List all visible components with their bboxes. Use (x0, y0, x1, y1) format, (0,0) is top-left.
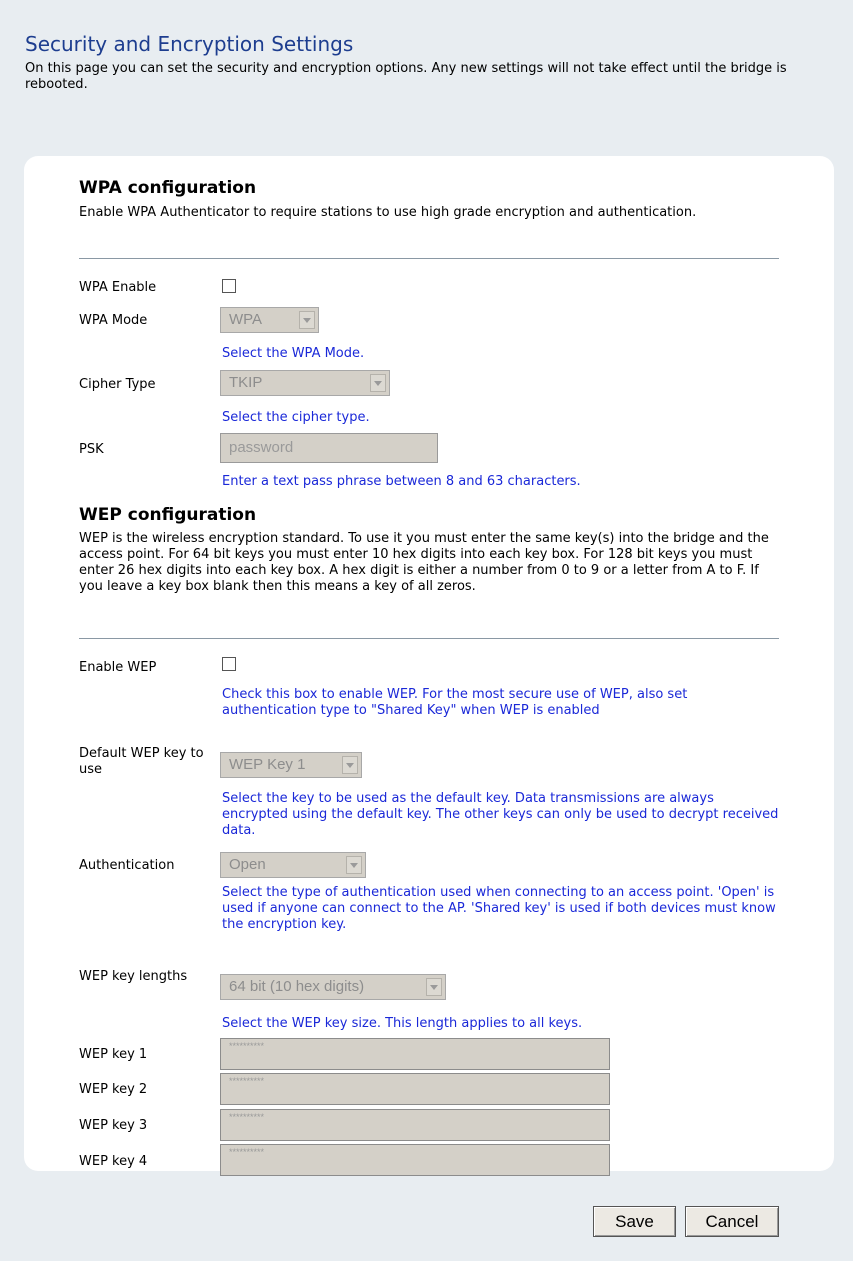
cipher-type-value: TKIP (229, 374, 263, 391)
chevron-down-icon (342, 756, 358, 774)
chevron-down-icon (426, 978, 442, 996)
wep-key-3-label: WEP key 3 (79, 1118, 148, 1133)
authentication-value: Open (229, 856, 266, 873)
chevron-down-icon (299, 311, 315, 329)
enable-wep-checkbox[interactable] (222, 657, 236, 671)
wpa-section-description: Enable WPA Authenticator to require stations to use high grade encryption and authentication. (79, 205, 697, 220)
wpa-mode-label: WPA Mode (79, 313, 148, 328)
psk-hint: Enter a text pass phrase between 8 and 63 characters. (222, 474, 581, 489)
wep-section-title: WEP configuration (79, 505, 257, 525)
psk-label: PSK (79, 442, 104, 457)
default-wep-key-label: Default WEP key to use (79, 746, 204, 777)
authentication-hint: Select the type of authentication used when connecting to an access point. 'Open' is used if anyone can connect to the AP. 'Shared key' is used if both devices must know the encryption key. (222, 885, 776, 932)
wpa-mode-hint: Select the WPA Mode. (222, 346, 365, 361)
enable-wep-hint: Check this box to enable WEP. For the most secure use of WEP, also set authentication type to "Shared Key" when WEP is enabled (222, 687, 688, 718)
wpa-divider (79, 258, 779, 259)
wep-section-description: WEP is the wireless encryption standard. To use it you must enter the same key(s) into the bridge and the access point. For 64 bit keys you must enter 10 hex digits into each key box. For 128 bit keys you must enter 26 hex digits into each key box. A hex digit is either a number from 0 to 9 or a letter from A to F. If you leave a key box blank then this means a key of all zeros. (79, 531, 769, 594)
chevron-down-icon (346, 856, 362, 874)
wep-divider (79, 638, 779, 639)
wep-key-4-label: WEP key 4 (79, 1154, 148, 1169)
wpa-enable-label: WPA Enable (79, 280, 157, 295)
enable-wep-label: Enable WEP (79, 660, 157, 675)
wpa-mode-value: WPA (229, 311, 263, 328)
default-wep-key-value: WEP Key 1 (229, 756, 306, 773)
wep-key-3-input[interactable]: ********** (220, 1109, 610, 1141)
wep-key-2-input[interactable]: ********** (220, 1073, 610, 1105)
wep-key-lengths-hint: Select the WEP key size. This length applies to all keys. (222, 1016, 583, 1031)
wep-key-lengths-value: 64 bit (10 hex digits) (229, 978, 365, 995)
authentication-label: Authentication (79, 858, 175, 873)
wpa-mode-select[interactable] (220, 307, 319, 333)
psk-input[interactable]: password (220, 433, 438, 463)
cipher-type-hint: Select the cipher type. (222, 410, 370, 425)
wpa-section-title: WPA configuration (79, 178, 257, 198)
wep-key-2-label: WEP key 2 (79, 1082, 148, 1097)
default-wep-key-select[interactable] (220, 752, 362, 778)
page-description: On this page you can set the security and encryption options. Any new settings will not take effect until the bridge is rebooted. (25, 61, 787, 92)
default-wep-key-hint: Select the key to be used as the default key. Data transmissions are always encrypted using the default key. The other keys can only be used to decrypt received data. (222, 791, 779, 838)
wep-key-lengths-label: WEP key lengths (79, 969, 188, 984)
wep-key-4-input[interactable]: ********** (220, 1144, 610, 1176)
cipher-type-label: Cipher Type (79, 377, 156, 392)
chevron-down-icon (370, 374, 386, 392)
wpa-enable-checkbox[interactable] (222, 279, 236, 293)
save-button[interactable]: Save (593, 1206, 676, 1237)
authentication-select[interactable] (220, 852, 366, 878)
wep-key-1-input[interactable]: ********** (220, 1038, 610, 1070)
wep-key-1-label: WEP key 1 (79, 1047, 148, 1062)
page-title: Security and Encryption Settings (25, 32, 354, 56)
cancel-button[interactable]: Cancel (685, 1206, 779, 1237)
cipher-type-select[interactable] (220, 370, 390, 396)
wep-key-lengths-select[interactable] (220, 974, 446, 1000)
